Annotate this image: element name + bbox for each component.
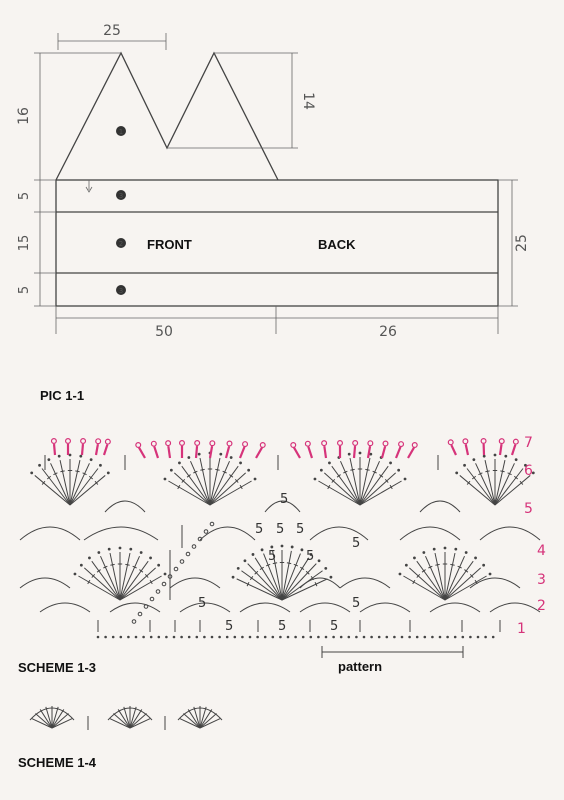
picot-loop [66,439,71,444]
picot-loop [481,439,486,444]
bobble [164,573,167,576]
foundation-chain [325,636,328,639]
chain-arc [200,527,255,540]
foundation-chain [135,636,138,639]
bobble [397,469,400,472]
bobble [164,478,167,481]
bobble [74,573,77,576]
foundation-chain [150,636,153,639]
picot-loop [151,441,156,446]
fan-row-6 [455,454,534,505]
bobble [232,576,235,579]
row-number-5: 5 [524,501,533,517]
foundation-chain [454,636,457,639]
bobble [281,545,284,548]
fan-motif [30,706,74,728]
bobble [230,456,233,459]
foundation-chain [431,636,434,639]
bobble [149,557,152,560]
chain-count: 5 [296,522,305,537]
chain-stitch [174,567,178,571]
bobble [328,462,331,465]
fan-row-4 [232,545,333,600]
bobble [80,564,83,567]
bobble [389,462,392,465]
bobble [472,458,475,461]
chain-arc [360,603,410,612]
chain-arc [400,527,460,540]
bobble [244,559,247,562]
foundation-chain [484,636,487,639]
foundation-chain [241,636,244,639]
foundation-chain [158,636,161,639]
chain-count: 5 [280,492,289,507]
peak-outline [56,53,278,180]
foundation-chain [340,636,343,639]
stitch-bar [200,469,204,470]
bobble [494,454,497,457]
stitch [360,481,402,505]
picot-loop [499,439,504,444]
stitch-bar [287,563,291,564]
stitch-bar [125,564,129,565]
fan-row-4 [74,547,167,600]
foundation-chain [279,636,282,639]
stitch-bar [450,564,454,565]
dim-peak-height: 14 [300,92,316,110]
marker-3-bottom: 3 [118,287,124,295]
foundation-chain [477,636,480,639]
fan-row-6 [30,454,109,505]
stitch [210,481,252,505]
foundation-chain [173,636,176,639]
bobble [433,548,436,551]
chain-stitch [210,522,214,526]
caption-pic-1-1: PIC 1-1 [40,388,85,403]
picot-loop [412,443,417,448]
stitch-bar [110,564,114,565]
fan-motif [108,706,152,728]
chain-count: 5 [330,619,339,634]
chain-arc [430,603,480,612]
picot-loop [180,441,185,446]
chain-count: 5 [225,619,234,634]
chain-arc [40,603,90,612]
bobble [444,547,447,550]
bobble [108,548,111,551]
chain-arc [110,603,160,612]
chain-arc [420,501,460,512]
picot-stem [308,447,312,458]
bobble [129,548,132,551]
chain-arc [490,603,540,612]
foundation-chain [249,636,252,639]
dim-front-width: 50 [155,324,173,340]
picot-stem [451,445,456,455]
front-label: FRONT [147,237,192,252]
dim-left-height: 16 [16,107,32,125]
chain-count: 5 [352,536,361,551]
foundation-chain [424,636,427,639]
picot-loop [338,441,343,446]
foundation-chain [294,636,297,639]
foundation-chain [127,636,130,639]
dim-right-height: 25 [514,234,530,252]
foundation-chain [332,636,335,639]
stitch-bar [485,471,489,472]
stitch [100,556,120,600]
bobble [270,546,273,549]
bobble [107,471,110,474]
foundation-chain [462,636,465,639]
foundation-chain [348,636,351,639]
picot-stem [54,444,55,455]
chain-arc [20,578,70,588]
foundation-chain [142,636,145,639]
foundation-chain [401,636,404,639]
picot-stem [154,447,158,458]
foundation-chain [310,636,313,639]
row-number-2: 2 [537,598,546,614]
row-number-4: 4 [537,543,546,559]
foundation-chain [378,636,381,639]
foundation-chain [439,636,442,639]
picot-stem [96,444,98,455]
bobble [254,478,257,481]
fan-motif [178,706,222,728]
bobble [247,469,250,472]
pattern-bracket [322,646,463,658]
scheme-1-4-chart [30,706,222,730]
bobble [170,469,173,472]
row-number-1: 1 [517,621,526,637]
picot-loop [368,441,373,446]
foundation-chain [211,636,214,639]
stitch [120,576,162,600]
foundation-chain [188,636,191,639]
caption-scheme-1-3: SCHEME 1-3 [18,660,97,675]
picot-loop [513,439,518,444]
chain-counts [198,492,360,634]
bobble [178,462,181,465]
picot-loop [81,439,86,444]
picot-stem [240,447,244,458]
bobble [198,453,201,456]
stitch-bar [60,471,64,472]
picot-loop [243,442,248,447]
bobble [504,455,507,458]
chain-stitch [132,620,136,624]
chain-arc [170,578,220,588]
chain-stitch [192,545,196,549]
bobble [454,548,457,551]
picot-stem [382,446,385,458]
foundation-chain [104,636,107,639]
picot-stem [396,447,400,458]
marker-3-top: 3 [118,192,124,200]
bobble [140,551,143,554]
foundation-chain [218,636,221,639]
stitch [318,481,360,505]
bobble [219,453,222,456]
chain-stitch [150,597,154,601]
foundation-chain [97,636,100,639]
bobble [90,458,93,461]
foundation-chain [203,636,206,639]
bobble [455,471,458,474]
bobble [422,551,425,554]
dim-band-2: 15 [17,234,32,252]
scheme-1-3-chart [20,439,540,639]
bobble [79,455,82,458]
foundation-chain [196,636,199,639]
chain-stitch [180,560,184,564]
bobble [405,564,408,567]
foundation-chain [317,636,320,639]
stitch-bar [435,564,439,565]
picot-stem [500,444,502,455]
foundation-chain [416,636,419,639]
dim-back-width: 26 [379,324,397,340]
picot-loop [195,441,200,446]
foundation-chain [234,636,237,639]
picot-stem [294,448,300,458]
bobble [47,458,50,461]
marker-1: 1 [118,128,124,136]
foundation-chain [492,636,495,639]
chain-stitch [138,612,142,616]
stitch [403,576,445,600]
bobble [301,548,304,551]
chain-arc [480,527,540,540]
bobble [463,464,466,467]
foundation-chain [386,636,389,639]
bobble [99,464,102,467]
picot-loop [463,439,468,444]
bobble [38,464,41,467]
bobble [465,551,468,554]
bobble [30,471,33,474]
dim-band-3: 5 [17,285,32,295]
stitch [78,576,120,600]
picot-loop [105,439,110,444]
pattern-label: pattern [338,659,383,674]
picot-stem [82,444,83,455]
foundation-chain [272,636,275,639]
chain-count: 5 [276,522,285,537]
picot-loop [260,443,265,448]
picot-loop [210,441,215,446]
chain-count: 5 [198,596,207,611]
bobble [314,478,317,481]
chain-count: 5 [352,596,361,611]
stitch-bar [350,469,354,470]
chain-count: 5 [278,619,287,634]
foundation-chain [469,636,472,639]
stitch [340,461,360,505]
bobble [97,551,100,554]
picot-stem [466,444,468,455]
stitch [190,461,210,505]
picot-loop [227,441,232,446]
row-number-6: 6 [524,463,533,479]
foundation-chain [363,636,366,639]
chain-arc [84,527,158,540]
bobble [330,576,333,579]
bobble [119,547,122,550]
picot-loop [96,439,101,444]
stitch [445,556,465,600]
fan-row-4 [399,547,492,600]
bobble [324,567,327,570]
picot-loop [291,443,296,448]
bobble [474,557,477,560]
picot-stem [226,446,229,458]
picot-stem [408,448,414,458]
foundation-chain [302,636,305,639]
picot-stem [196,446,197,458]
stitch-bar [365,469,369,470]
bobble [157,564,160,567]
stitch-bar [215,469,219,470]
bobble [187,456,190,459]
bobble [320,469,323,472]
bobble [348,453,351,456]
chain-stitch [156,590,160,594]
foundation-chain [370,636,373,639]
bobble [239,462,242,465]
picot-stem [354,446,355,458]
stitch [210,461,230,505]
bobble [413,557,416,560]
picot-loop [52,439,57,444]
foundation-chain [408,636,411,639]
bobble [515,458,518,461]
bobble [483,455,486,458]
chain-arc [240,603,290,612]
bobble [261,548,264,551]
picot-loop [166,441,171,446]
schematic-pic-1-1 [34,33,518,334]
chain-stitch [186,552,190,556]
stitch [120,556,140,600]
foundation-chain [264,636,267,639]
picot-stem [256,448,262,458]
dim-band-1: 5 [17,191,32,201]
chain-stitch [162,582,166,586]
picot-stem [368,446,370,458]
stitch-bar [500,471,504,472]
row-number-3: 3 [537,572,546,588]
bobble [237,567,240,570]
fan-row-6 [314,452,407,505]
marker-2: 2 [118,240,124,248]
chain-arc [20,527,80,540]
picot-stem [324,446,326,458]
stitch [282,564,316,600]
foundation-chain [393,636,396,639]
bobble [359,452,362,455]
foundation-chain [112,636,115,639]
stitch [360,461,380,505]
chain-arc [300,603,350,612]
picot-loop [322,441,327,446]
chain-count: 5 [306,549,315,564]
stitch [248,564,282,600]
bobble [489,573,492,576]
picot-loop [383,441,388,446]
stitch [168,481,210,505]
dim-top-width: 25 [103,23,121,39]
foundation-chain [256,636,259,639]
chain-stitch [204,530,208,534]
foundation-chain [446,636,449,639]
chain-arc [105,501,145,512]
chain-arc [340,578,390,588]
fan-row-6 [164,452,257,505]
picot-stem [139,448,145,458]
bobble [58,455,61,458]
chain-count: 5 [268,549,277,564]
picot-stem [512,445,515,455]
bobble [399,573,402,576]
stitch [445,576,487,600]
back-label: BACK [318,237,356,252]
bobble [482,564,485,567]
bobble [88,557,91,560]
bobble [291,546,294,549]
foundation-chain [287,636,290,639]
picot-loop [305,441,310,446]
foundation-chain [355,636,358,639]
foundation-chain [226,636,229,639]
bobble [252,553,255,556]
picot-stem [210,446,212,458]
foundation-chain [165,636,168,639]
bobble [404,478,407,481]
picot-loop [353,441,358,446]
picot-loop [399,442,404,447]
picot-stem [104,445,107,455]
stitch [425,556,445,600]
picot-loop [136,443,141,448]
chain-arc [470,578,520,588]
chain-count: 5 [255,522,264,537]
bobble [318,559,321,562]
stitch-bar [75,471,79,472]
row-number-7: 7 [524,435,533,451]
caption-scheme-1-4: SCHEME 1-4 [18,755,97,770]
foundation-chain [120,636,123,639]
foundation-chain [180,636,183,639]
picot-loop [448,440,453,445]
picot-stem [168,446,170,458]
